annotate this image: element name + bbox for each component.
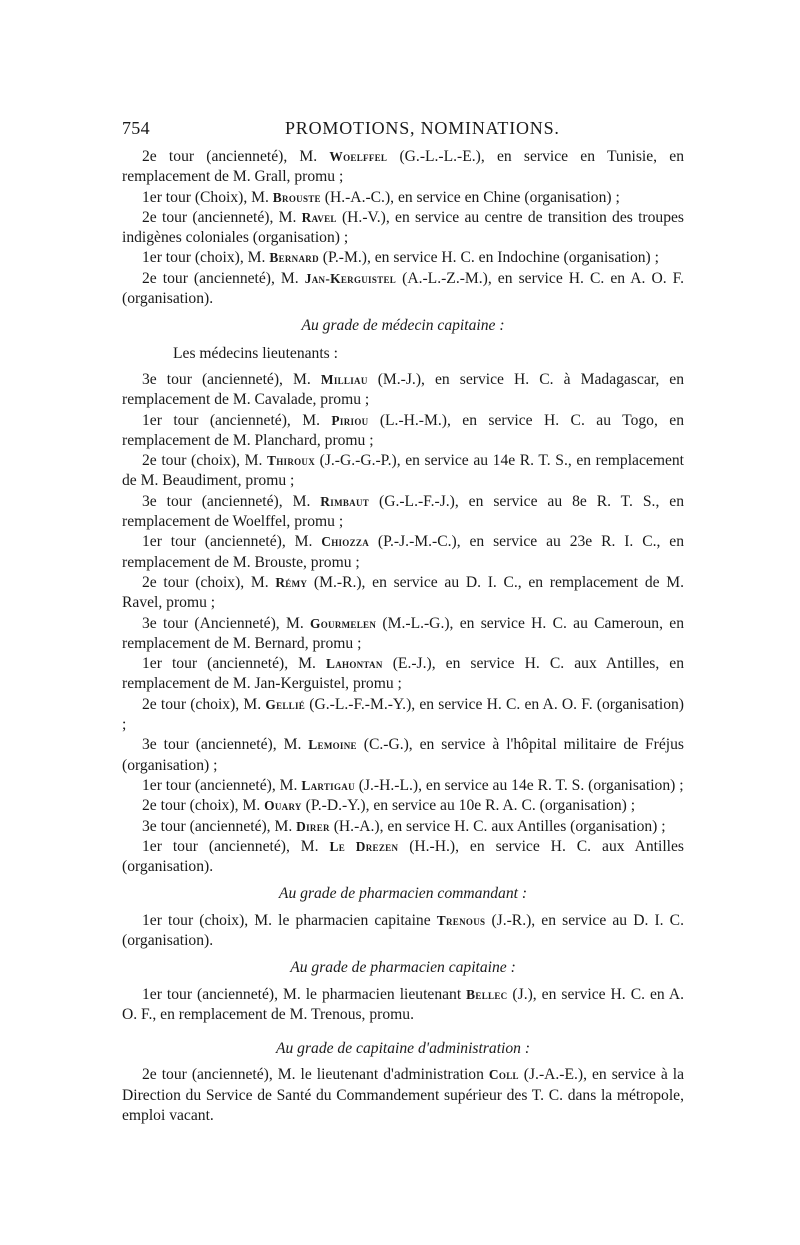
surname: Coll — [488, 1067, 519, 1083]
entry: 3e tour (ancienneté), M. Milliau (M.-J.), en service H. C. à Madagascar, en remplacement de M. Cavalade, promu ; — [122, 370, 685, 409]
surname: Rémy — [275, 574, 308, 590]
section-heading-medecin: Au grade de médecin capitaine : — [301, 317, 505, 335]
entry: 1er tour (ancienneté), M. Lartigau (J.-H.-L.), en service au 14e R. T. S. (organisation) ; — [142, 776, 684, 794]
entry: 1er tour (choix), M. le pharmacien capitaine Trenous (J.-R.), en service au D. I. C. (organisation). — [122, 911, 684, 949]
document-page — [122, 118, 684, 1126]
entry: 1er tour (ancienneté), M. Lahontan (E.-J.), en service H. C. aux Antilles, en remplacement de M. Jan-Kerguistel, promu ; — [122, 655, 684, 693]
entry: 2e tour (choix), M. Thiroux (J.-G.-G.-P.), en service au 14e R. T. S., en remplacement de M. Beaudiment, promu ; — [122, 452, 684, 490]
entry: 3e tour (Ancienneté), M. Gourmelen (M.-L.-G.), en service H. C. au Cameroun, en remplacement de M. Bernard, promu ; — [122, 614, 684, 652]
surname: Lemoine — [308, 737, 357, 753]
surname: Brouste — [272, 189, 321, 205]
section-heading-pharmacien-commandant: Au grade de pharmacien commandant : — [278, 885, 528, 903]
entry: 1er tour (ancienneté), M. le pharmacien lieutenant Bellec (J.), en service H. C. en A. O. F., en remplacement de M. Trenous, promu. — [122, 985, 684, 1023]
entry: 3e tour (ancienneté), M. Rimbaut (G.-L.-F.-J.), en service au 8e R. T. S., en remplacement de Woelffel, promu ; — [122, 492, 684, 531]
surname: Lahontan — [325, 656, 383, 672]
block4 — [122, 985, 684, 1026]
subheading-medecins-lieutenants: Les médecins lieutenants : — [173, 344, 338, 362]
surname: Thiroux — [266, 453, 316, 469]
entry: 1er tour (ancienneté), M. Le Drezen (H.-H.), en service H. C. aux Antilles (organisation). — [122, 837, 684, 876]
entry: 2e tour (choix), M. Rémy (M.-R.), en service au D. I. C., en remplacement de M. Ravel, promu ; — [122, 573, 684, 612]
surname: Gellié — [265, 696, 306, 712]
surname: Le Drezen — [329, 838, 399, 854]
entry: 3e tour (ancienneté), M. Lemoine (C.-G.), en service à l'hôpital militaire de Fréjus (organisation) ; — [122, 736, 684, 774]
surname: Rimbaut — [320, 493, 370, 509]
surname: Trenous — [436, 912, 486, 928]
surname: Bellec — [466, 986, 508, 1002]
block1 — [122, 147, 684, 309]
block2 — [122, 370, 684, 877]
surname: Ouary — [264, 798, 302, 814]
entry: 1er tour (Choix), M. Brouste (H.-A.-C.), en service en Chine (organisation) ; — [142, 188, 620, 206]
entry: 1er tour (choix), M. Bernard (P.-M.), en service H. C. en Indochine (organisation) ; — [142, 249, 659, 267]
entry: 2e tour (choix), M. Ouary (P.-D.-Y.), en service au 10e R. A. C. (organisation) ; — [142, 797, 636, 815]
entry: 2e tour (ancienneté), M. Jan-Kerguistel (A.-L.-Z.-M.), en service H. C. en A. O. F. (organisation). — [122, 269, 684, 308]
surname: Gourmelen — [310, 615, 377, 631]
entry: 1er tour (ancienneté), M. Piriou (L.-H.-M.), en service H. C. au Togo, en remplacement de M. Planchard, promu ; — [122, 411, 684, 449]
entry: 2e tour (ancienneté), M. Ravel (H.-V.), en service au centre de transition des troupes indigènes coloniales (organisation) ; — [122, 208, 684, 247]
surname: Bernard — [269, 250, 319, 266]
surname: Jan-Kerguistel — [304, 270, 397, 286]
section-heading-pharmacien-capitaine: Au grade de pharmacien capitaine : — [290, 959, 516, 977]
surname: Chiozza — [321, 534, 370, 550]
block5 — [122, 1065, 684, 1126]
surname: Woelffel — [329, 149, 388, 164]
section-heading-capitaine-administration: Au grade de capitaine d'administration : — [275, 1040, 531, 1058]
running-title: PROMOTIONS, NOMINATIONS. — [285, 118, 560, 138]
surname: Piriou — [331, 412, 369, 428]
entry: 2e tour (choix), M. Gellié (G.-L.-F.-M.-Y.), en service H. C. en A. O. F. (organisation) ; — [122, 695, 684, 734]
entry: 2e tour (ancienneté), M. Woelffel (G.-L.-L.-E.), en service en Tunisie, en remplacement de M. Grall, promu ; — [122, 148, 684, 186]
surname: Ravel — [301, 209, 337, 225]
entry: 2e tour (ancienneté), M. le lieutenant d'administration Coll (J.-A.-E.), en service à la Direction du Service de Santé du Commandement supérieur des T. C. dans la métropole, emploi vacant. — [122, 1066, 685, 1125]
surname: Milliau — [320, 371, 368, 387]
surname: Direr — [296, 818, 330, 834]
entry: 3e tour (ancienneté), M. Direr (H.-A.), en service H. C. aux Antilles (organisation) ; — [142, 817, 666, 835]
block3 — [122, 911, 684, 952]
entry: 1er tour (ancienneté), M. Chiozza (P.-J.-M.-C.), en service au 23e R. I. C., en remplacement de M. Brouste, promu ; — [122, 533, 684, 571]
page-header — [122, 118, 684, 144]
surname: Lartigau — [301, 777, 355, 793]
page-number: 754 — [122, 118, 150, 138]
